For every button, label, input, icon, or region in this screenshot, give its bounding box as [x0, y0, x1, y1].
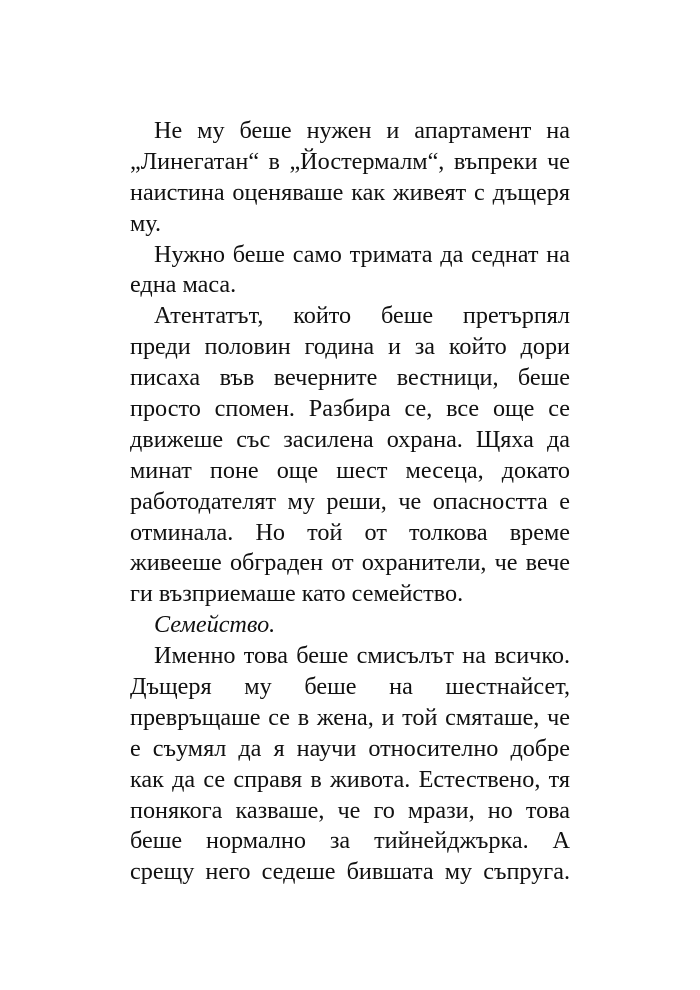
text-line: наистина оценяваше как живеят с дъщеря: [130, 178, 570, 206]
text-line: минат поне още шест месеца, докато: [130, 456, 570, 484]
text-line: превръщаше се в жена, и той смяташе, че: [130, 703, 570, 731]
paragraph-meaning: [130, 641, 570, 888]
text-line: преди половин година и за който дори: [130, 333, 570, 361]
text-line: как да се справя в живота. Естествено, тя: [130, 765, 570, 793]
text-line: Семейство.: [154, 611, 276, 639]
paragraph-table: [130, 240, 570, 302]
text-line: Нужно беше само тримата да седнат на: [154, 240, 570, 268]
text-line: просто спомен. Разбира се, все още се: [130, 395, 570, 423]
text-line: „Линегатан“ в „Йостермалм“, въпреки че: [130, 147, 570, 175]
text-line: беше нормално за тийнейджърка. А: [130, 827, 570, 855]
text-line: движеше със засилена охрана. Щяха да: [130, 425, 570, 453]
text-line: отминала. Но той от толкова време: [130, 518, 570, 546]
text-line: Именно това беше смисълът на всичко.: [154, 642, 570, 670]
paragraph-apartment: [130, 116, 570, 240]
book-page-body: [130, 116, 570, 888]
text-line: работодателят му реши, че опасността е: [130, 487, 570, 515]
text-line: му.: [130, 209, 162, 237]
text-line: писаха във вечерните вестници, беше: [130, 364, 570, 392]
text-line: ги възприемаше като семейство.: [130, 580, 464, 608]
text-line: Атентатът, който беше претърпял: [154, 302, 570, 330]
text-line: Дъщеря му беше на шестнайсет,: [130, 673, 570, 701]
text-line: понякога казваше, че го мрази, но това: [130, 796, 570, 824]
paragraph-family-italic: [130, 610, 570, 641]
text-line: Не му беше нужен и апартамент на: [154, 117, 570, 144]
text-line: една маса.: [130, 271, 237, 299]
text-line: срещу него седеше бившата му съпруга.: [130, 858, 570, 886]
paragraph-attack: [130, 301, 570, 610]
text-line: е съумял да я научи относително добре: [130, 734, 570, 762]
text-line: живееше обграден от охранители, че вече: [130, 549, 570, 577]
